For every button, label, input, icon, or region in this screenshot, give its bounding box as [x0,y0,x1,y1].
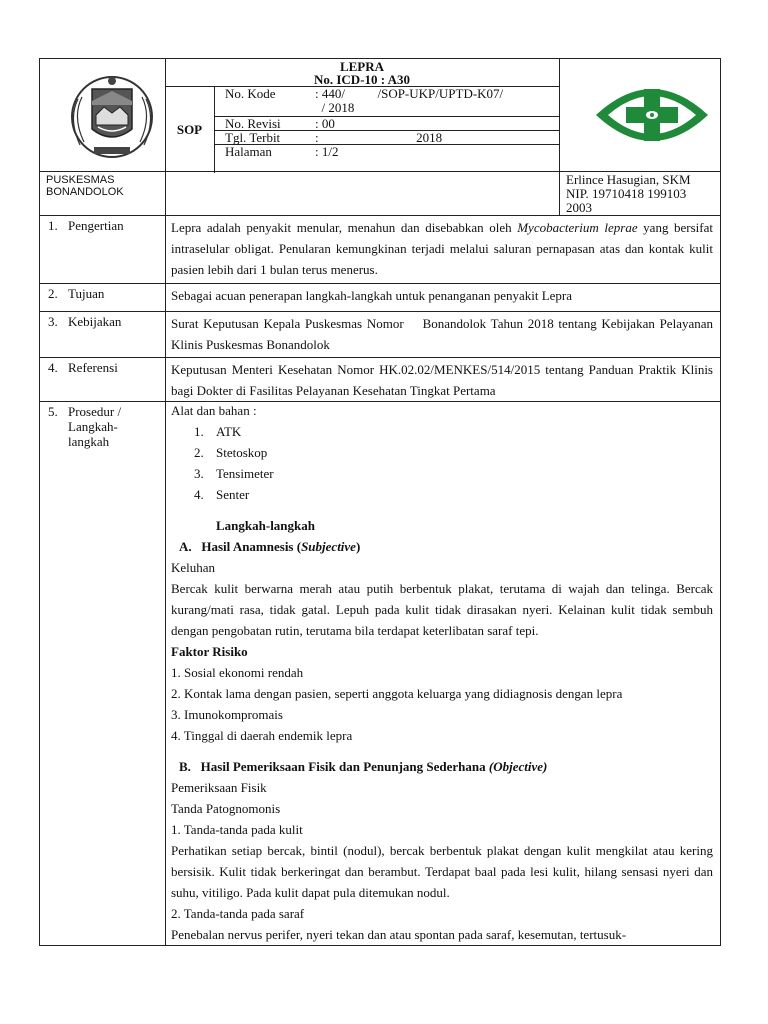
tool-item [194,463,713,484]
subsection-a-heading [171,536,713,557]
section-content [171,284,713,306]
divider [165,172,166,215]
text-run: Lepra adalah penyakit menular, menahun dan disebabkan oleh [171,220,518,235]
meta-key: Halaman [225,144,272,159]
meta-key: Tgl. Terbit [225,130,281,145]
document-title: LEPRA [339,59,385,74]
section-pengertian [39,216,721,284]
tool-name: Tensimeter [216,466,274,481]
meta-value: : 2018 [315,130,443,145]
divider [165,402,166,945]
tool-item [194,421,713,442]
meta-row-terbit [215,131,559,145]
policy-text: Surat Keputusan Kepala Puskesmas Nomor Bonandolok Tahun 2018 tentang Kebijakan Pelayanan Klinis Puskesmas Bonandolok [171,316,717,352]
text-run: A. Hasil Anamnesis ( [179,539,302,554]
tool-number: 3. [194,466,204,481]
section-number: 4. [48,360,58,375]
risk-item: 1. Sosial ekonomi rendah [171,665,304,680]
section-label [48,286,160,301]
section-number: 2. [48,286,58,301]
tools-list [194,421,713,505]
divider [165,312,166,357]
tool-number: 2. [194,445,204,460]
tool-name: Stetoskop [216,445,268,460]
sop-document [39,58,721,946]
tool-number: 4. [194,487,204,502]
section-title: Pengertian [68,218,124,233]
nerve-signs-text: Penebalan nervus perifer, nyeri tekan dan atau spontan pada saraf, kesemutan, tertusuk- [171,927,627,942]
tool-number: 1. [194,424,204,439]
complaint-text: Bercak kulit berwarna merah atau putih berbentuk plakat, terutama di wajah dan telinga. Bercak kurang/mati rasa, tidak gatal. Lepuh pada kulit tidak dirasakan nyeri. Kelainan kulit tidak sembuh dengan pengobatan rutin, terutama bila terdapat keterlibatan saraf tepi. [171,581,713,638]
section-title: Referensi [68,360,118,375]
text-run: Subjective [301,539,356,554]
section-referensi [39,358,721,402]
meta-value: / 2018 [321,100,355,115]
purpose-text: Sebagai acuan penerapan langkah-langkah untuk penanganan penyakit Lepra [171,288,573,303]
meta-value: : 1/2 [315,144,339,159]
steps-heading: Langkah-langkah [216,518,315,533]
tool-name: ATK [216,424,242,439]
reference-text: Keputusan Menteri Kesehatan Nomor HK.02.02/MENKES/514/2015 tentang Panduan Praktik Klinis bagi Dokter di Fasilitas Pelayanan Kesehatan Tingkat Pertama [171,362,713,398]
section-title: Prosedur / [68,404,122,419]
section-number: 3. [48,314,58,329]
exam-label: Pemeriksaan Fisik [171,780,267,795]
text-run: ) [355,539,361,554]
signs-label: Tanda Patognomonis [171,801,281,816]
tool-name: Senter [216,487,250,502]
text-run: (Objective) [488,759,548,774]
document-title-box [165,59,559,87]
tool-item [194,442,713,463]
signatory [566,173,720,215]
section-label [48,218,160,233]
risk-item: 4. Tinggal di daerah endemik lepra [171,728,353,743]
risk-heading: Faktor Risiko [171,644,248,659]
section-label [48,404,160,449]
signatory-nip-cont: 2003 [566,200,592,215]
section-content [171,216,713,280]
icd-code: No. ICD-10 : A30 [313,72,411,87]
section-label [48,314,160,329]
organism-name: Mycobacterium leprae [517,220,638,235]
divider [559,59,560,171]
section-content [171,358,713,401]
divider [165,216,166,283]
section-prosedur [39,402,721,946]
text-run: yang bersifat intraselular obligat. Penularan kemungkinan terjadi melalui saluran pernapasan atas dan kontak kulit pasien lebih dari 1 bulan terus menerus. [171,220,713,277]
subsection-b-heading [171,756,713,777]
meta-value: : 440/ /SOP-UKP/UPTD-K07/ [315,86,504,101]
section-title-cont: langkah [68,434,110,449]
text-run: B. Hasil Pemeriksaan Fisik dan Penunjang Sederhana [179,759,489,774]
signatory-nip: NIP. 19710418 199103 [566,186,687,201]
institution-name: PUSKESMAS BONANDOLOK [46,174,124,198]
nerve-signs-label: 2. Tanda-tanda pada saraf [171,906,305,921]
tools-heading: Alat dan bahan : [171,403,257,418]
section-number: 1. [48,218,58,233]
regional-emblem-icon [62,67,162,163]
risk-item: 2. Kontak lama dengan pasien, seperti anggota keluarga yang didiagnosis dengan lepra [171,686,623,701]
sop-header [39,58,721,172]
divider [165,358,166,401]
section-content [171,402,713,945]
section-title: Tujuan [68,286,105,301]
section-number: 5. [48,404,58,419]
skin-signs-text: Perhatikan setiap bercak, bintil (nodul), bercak berbentuk plakat dengan kulit mengkilat atau kering bersisik. Kulit tidak berkeringat dan berambut. Terdapat baal pada lesi kulit, hilang sensasi nyeri dan suhu, vitiligo. Pada kulit dapat pula ditemukan nodul. [171,843,713,900]
section-content [171,312,717,355]
sop-label: SOP [165,87,215,173]
section-title: Kebijakan [68,314,122,329]
signatory-name: Erlince Hasugian, SKM [566,172,691,187]
complaint-label: Keluhan [171,560,216,575]
risk-item: 3. Imunokompromais [171,707,283,722]
meta-row-halaman [215,145,559,159]
divider [559,172,560,215]
skin-signs-label: 1. Tanda-tanda pada kulit [171,822,303,837]
document-meta [215,87,559,159]
definition-text [171,217,713,280]
divider [165,284,166,311]
section-label [48,360,160,375]
section-tujuan [39,284,721,312]
puskesmas-cross-icon [592,77,712,153]
meta-value: : 00 [315,116,335,131]
tool-item [194,484,713,505]
meta-key: No. Kode [225,86,276,101]
section-kebijakan [39,312,721,358]
meta-row-revisi [215,117,559,131]
section-title-cont: Langkah- [68,419,118,434]
meta-key: No. Revisi [225,116,281,131]
institution-row [39,172,721,216]
meta-row-kode [215,87,559,117]
